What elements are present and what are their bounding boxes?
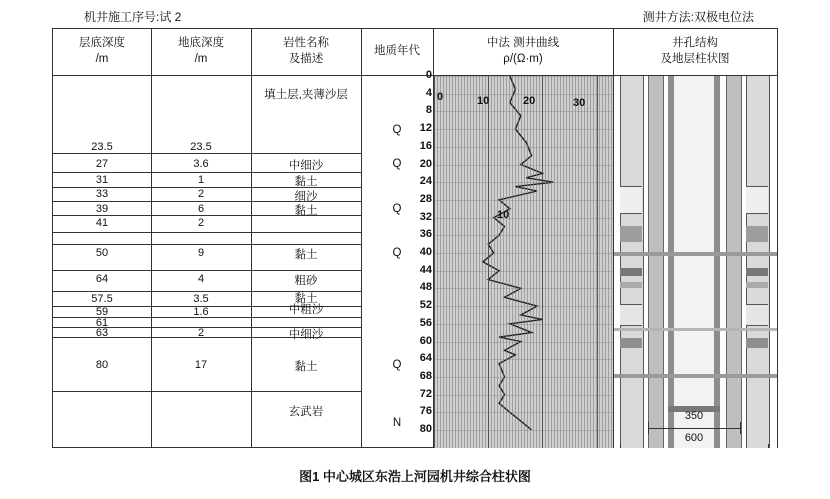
grid-line-horizontal <box>434 377 613 378</box>
header-row <box>52 6 778 26</box>
grid-line-vertical <box>536 76 537 448</box>
grid-line-horizontal <box>434 412 613 413</box>
depth-tick-label: 40 <box>419 246 432 258</box>
grid-line-horizontal <box>434 165 613 166</box>
colhead-lithology <box>251 29 361 75</box>
grid-line-horizontal <box>434 271 613 272</box>
layer-bottom-depth: 63 <box>95 327 109 339</box>
colhead-log-curve <box>433 29 613 75</box>
grid-line-vertical <box>581 76 582 448</box>
grid-line-vertical <box>554 76 555 448</box>
layer-bottom-depth: 39 <box>95 203 109 215</box>
ground-depth: 2 <box>197 327 205 339</box>
colhead-ground-depth <box>151 29 251 75</box>
grid-line-vertical <box>476 76 477 448</box>
grid-line-vertical <box>470 76 471 448</box>
grid-line-vertical <box>458 76 459 448</box>
depth-tick-label: 68 <box>419 369 432 382</box>
depth-tick-label: 28 <box>419 192 432 205</box>
grid-line-horizontal <box>434 395 613 396</box>
formation-column-left <box>620 76 644 448</box>
grid-line-vertical <box>497 76 498 448</box>
lithology-name: 中细沙 <box>288 329 324 341</box>
row-divider <box>53 153 361 154</box>
grid-line-major <box>597 76 598 448</box>
formation-band <box>620 268 642 276</box>
ground-depth: 9 <box>197 247 205 259</box>
ground-depth: 3.5 <box>193 293 209 305</box>
gravel-pack-left <box>648 76 664 448</box>
grid-line-vertical <box>449 76 450 448</box>
grid-line-vertical <box>608 76 609 448</box>
grid-line-horizontal <box>434 182 613 183</box>
lithology-name: 黏土 <box>294 176 318 188</box>
ground-depth: 1.6 <box>193 306 209 318</box>
lithology-name: 粗砂 <box>294 275 318 287</box>
geologic-era: Q <box>392 247 402 259</box>
logging-method-label: 测井方法:双极电位法 <box>642 10 754 24</box>
colhead-unit: ρ/(Ω·m) <box>503 53 543 65</box>
colhead-layer-bottom-depth <box>53 29 151 75</box>
grid-line-vertical <box>533 76 534 448</box>
grid-line-vertical <box>524 76 525 448</box>
grid-line-vertical <box>545 76 546 448</box>
screen-section-marker <box>614 374 777 378</box>
divider-col3 <box>361 29 362 447</box>
scale-tick-20: 20 <box>523 95 536 107</box>
grid-line-vertical <box>491 76 492 448</box>
colhead-text: 岩性名称 <box>283 37 329 50</box>
grid-line-vertical <box>509 76 510 448</box>
ground-depth: 2 <box>197 188 205 200</box>
grid-line-horizontal <box>434 200 613 201</box>
formation-band <box>746 186 768 214</box>
screen-section-marker <box>614 328 777 331</box>
geologic-era: Q <box>392 124 402 136</box>
lithology-name: 黏土 <box>294 361 318 373</box>
colhead-unit: /m <box>194 53 208 65</box>
depth-tick-label: 80 <box>419 423 432 435</box>
grid-line-horizontal <box>434 235 613 236</box>
figure-caption: 图1 中心城区东浩上河园机井综合柱状图 <box>299 469 531 484</box>
depth-tick-label: 12 <box>419 122 432 135</box>
ground-depth: 6 <box>197 203 205 215</box>
lithology-name: 中粗沙 <box>288 304 324 316</box>
grid-line-major <box>488 76 489 448</box>
grid-line-vertical <box>548 76 549 448</box>
scale-tick-30: 30 <box>573 97 586 109</box>
grid-line-vertical <box>539 76 540 448</box>
grid-line-vertical <box>437 76 438 448</box>
depth-tick-label: 56 <box>419 316 432 329</box>
grid-line-vertical <box>467 76 468 448</box>
row-divider <box>53 244 361 245</box>
grid-line-horizontal <box>434 324 613 325</box>
geologic-era: Q <box>392 203 402 215</box>
grid-line-vertical <box>575 76 576 448</box>
dim-600-label: 600 <box>684 432 704 444</box>
gravel-pack-right <box>726 76 742 448</box>
ground-depth: 1 <box>197 174 205 186</box>
colhead-text: 中法 测井曲线 <box>486 37 560 50</box>
colhead-sub: 及描述 <box>288 53 324 65</box>
depth-tick-label: 8 <box>425 104 432 117</box>
depth-tick-label: 16 <box>419 139 432 152</box>
lithology-name: 细沙 <box>294 191 318 203</box>
formation-band <box>620 226 642 242</box>
formation-band <box>620 282 642 288</box>
grid-line-vertical <box>590 76 591 448</box>
layer-bottom-depth: 80 <box>95 359 109 371</box>
grid-line-horizontal <box>434 288 613 289</box>
grid-line-vertical <box>503 76 504 448</box>
lithology-name: 中细沙 <box>288 160 324 172</box>
formation-band <box>620 186 642 214</box>
casing-wall-right <box>714 76 720 448</box>
depth-tick-label: 24 <box>419 175 432 188</box>
geologic-era: Q <box>392 158 402 170</box>
grid-line-vertical <box>500 76 501 448</box>
geologic-era: N <box>392 417 402 429</box>
grid-line-horizontal <box>434 342 613 343</box>
formation-band <box>746 304 768 326</box>
depth-tick-label: 44 <box>419 263 432 276</box>
lithology-name: 填土层,夹薄沙层 <box>264 89 348 101</box>
grid-line-vertical <box>602 76 603 448</box>
depth-tick-label: 20 <box>419 157 432 170</box>
dim-600-tick-left <box>620 444 621 448</box>
grid-line-vertical <box>599 76 600 448</box>
ground-depth: 23.5 <box>190 141 212 153</box>
grid-line-vertical <box>593 76 594 448</box>
grid-line-vertical <box>584 76 585 448</box>
grid-line-vertical <box>446 76 447 448</box>
depth-tick-label: 76 <box>419 405 432 418</box>
well-structure-panel <box>614 76 777 448</box>
layer-bottom-depth: 27 <box>95 158 109 170</box>
depth-tick-label: 32 <box>419 210 432 223</box>
grid-line-vertical <box>566 76 567 448</box>
grid-line-horizontal <box>434 147 613 148</box>
grid-line-vertical <box>527 76 528 448</box>
grid-line-horizontal <box>434 129 613 130</box>
layer-bottom-depth: 64 <box>95 273 109 285</box>
depth-tick-label: 48 <box>419 281 432 294</box>
grid-line-vertical <box>605 76 606 448</box>
resistivity-log-panel <box>434 76 613 448</box>
layer-bottom-depth: 33 <box>95 188 109 200</box>
grid-line-major <box>542 76 543 448</box>
grid-line-vertical <box>455 76 456 448</box>
grid-line-horizontal <box>434 218 613 219</box>
grid-line-vertical <box>560 76 561 448</box>
grid-line-vertical <box>482 76 483 448</box>
grid-line-vertical <box>452 76 453 448</box>
formation-band <box>746 282 768 288</box>
lithology-name: 黏土 <box>294 249 318 261</box>
grid-line-vertical <box>611 76 612 448</box>
dim-600-tick-right <box>768 444 769 448</box>
grid-line-vertical <box>506 76 507 448</box>
dim-350-line <box>648 428 740 429</box>
lithology-name: 玄武岩 <box>288 406 324 418</box>
row-divider <box>53 270 361 271</box>
ground-depth: 4 <box>197 273 205 285</box>
grid-line-vertical <box>557 76 558 448</box>
colhead-text: 井孔结构 <box>672 37 718 50</box>
well-序号-label: 机井施工序号:试 2 <box>84 10 182 24</box>
dim-350-label: 350 <box>684 410 704 422</box>
borehole-interior <box>674 76 714 448</box>
colhead-unit: /m <box>95 53 109 65</box>
screen-section-marker <box>614 252 777 256</box>
colhead-text: 地质年代 <box>374 45 420 58</box>
grid-line-horizontal <box>434 306 613 307</box>
grid-line-vertical <box>464 76 465 448</box>
grid-line-horizontal <box>434 430 613 431</box>
grid-line-vertical <box>569 76 570 448</box>
formation-band <box>620 338 642 348</box>
geologic-era: Q <box>392 359 402 371</box>
layer-bottom-depth: 31 <box>95 174 109 186</box>
colhead-sub: 及地层柱状图 <box>660 53 730 65</box>
grid-line-vertical <box>551 76 552 448</box>
grid-line-horizontal <box>434 359 613 360</box>
grid-line-vertical <box>518 76 519 448</box>
layer-bottom-depth: 57.5 <box>91 293 113 305</box>
depth-tick-label: 36 <box>419 228 432 241</box>
grid-line-vertical <box>572 76 573 448</box>
ground-depth: 3.6 <box>193 158 209 170</box>
curve-value-label: 10 <box>497 209 510 221</box>
grid-line-major <box>434 76 435 448</box>
layer-bottom-depth: 59 <box>95 306 109 318</box>
grid-line-vertical <box>473 76 474 448</box>
grid-line-vertical <box>521 76 522 448</box>
formation-band <box>746 338 768 348</box>
grid-line-vertical <box>443 76 444 448</box>
grid-line-vertical <box>485 76 486 448</box>
grid-line-vertical <box>494 76 495 448</box>
scale-tick-10: 10 <box>477 95 490 107</box>
layer-bottom-depth: 23.5 <box>91 141 113 153</box>
grid-line-vertical <box>461 76 462 448</box>
depth-tick-label: 64 <box>419 352 432 365</box>
depth-tick-label: 72 <box>419 387 432 400</box>
grid-line-vertical <box>515 76 516 448</box>
colhead-text: 层底深度 <box>79 37 125 50</box>
ground-depth: 2 <box>197 217 205 229</box>
grid-line-vertical <box>479 76 480 448</box>
depth-tick-label: 60 <box>419 334 432 347</box>
layer-bottom-depth: 61 <box>95 317 109 329</box>
formation-band <box>620 304 642 326</box>
formation-column-right <box>746 76 770 448</box>
scale-tick-0: 0 <box>437 91 444 103</box>
divider-col1 <box>151 29 152 447</box>
row-divider <box>53 232 361 233</box>
layer-bottom-depth: 41 <box>95 217 109 229</box>
layer-bottom-depth: 50 <box>95 247 109 259</box>
grid-line-vertical <box>587 76 588 448</box>
grid-line-vertical <box>563 76 564 448</box>
lithology-name: 黏土 <box>294 205 318 217</box>
grid-line-vertical <box>440 76 441 448</box>
row-divider <box>53 391 361 392</box>
depth-tick-label: 52 <box>419 299 432 312</box>
depth-tick-label: 0 <box>425 69 432 81</box>
grid-line-vertical <box>578 76 579 448</box>
colhead-well-structure <box>613 29 777 75</box>
grid-line-horizontal <box>434 111 613 112</box>
grid-line-vertical <box>530 76 531 448</box>
grid-line-horizontal <box>434 76 613 77</box>
ground-depth: 17 <box>194 359 208 371</box>
grid-line-horizontal <box>434 253 613 254</box>
formation-band <box>746 268 768 276</box>
grid-line-vertical <box>512 76 513 448</box>
formation-band <box>746 226 768 242</box>
depth-tick-label: 4 <box>425 86 432 99</box>
lithology-name: 黏土 <box>294 293 318 305</box>
colhead-text: 地底深度 <box>178 37 224 50</box>
